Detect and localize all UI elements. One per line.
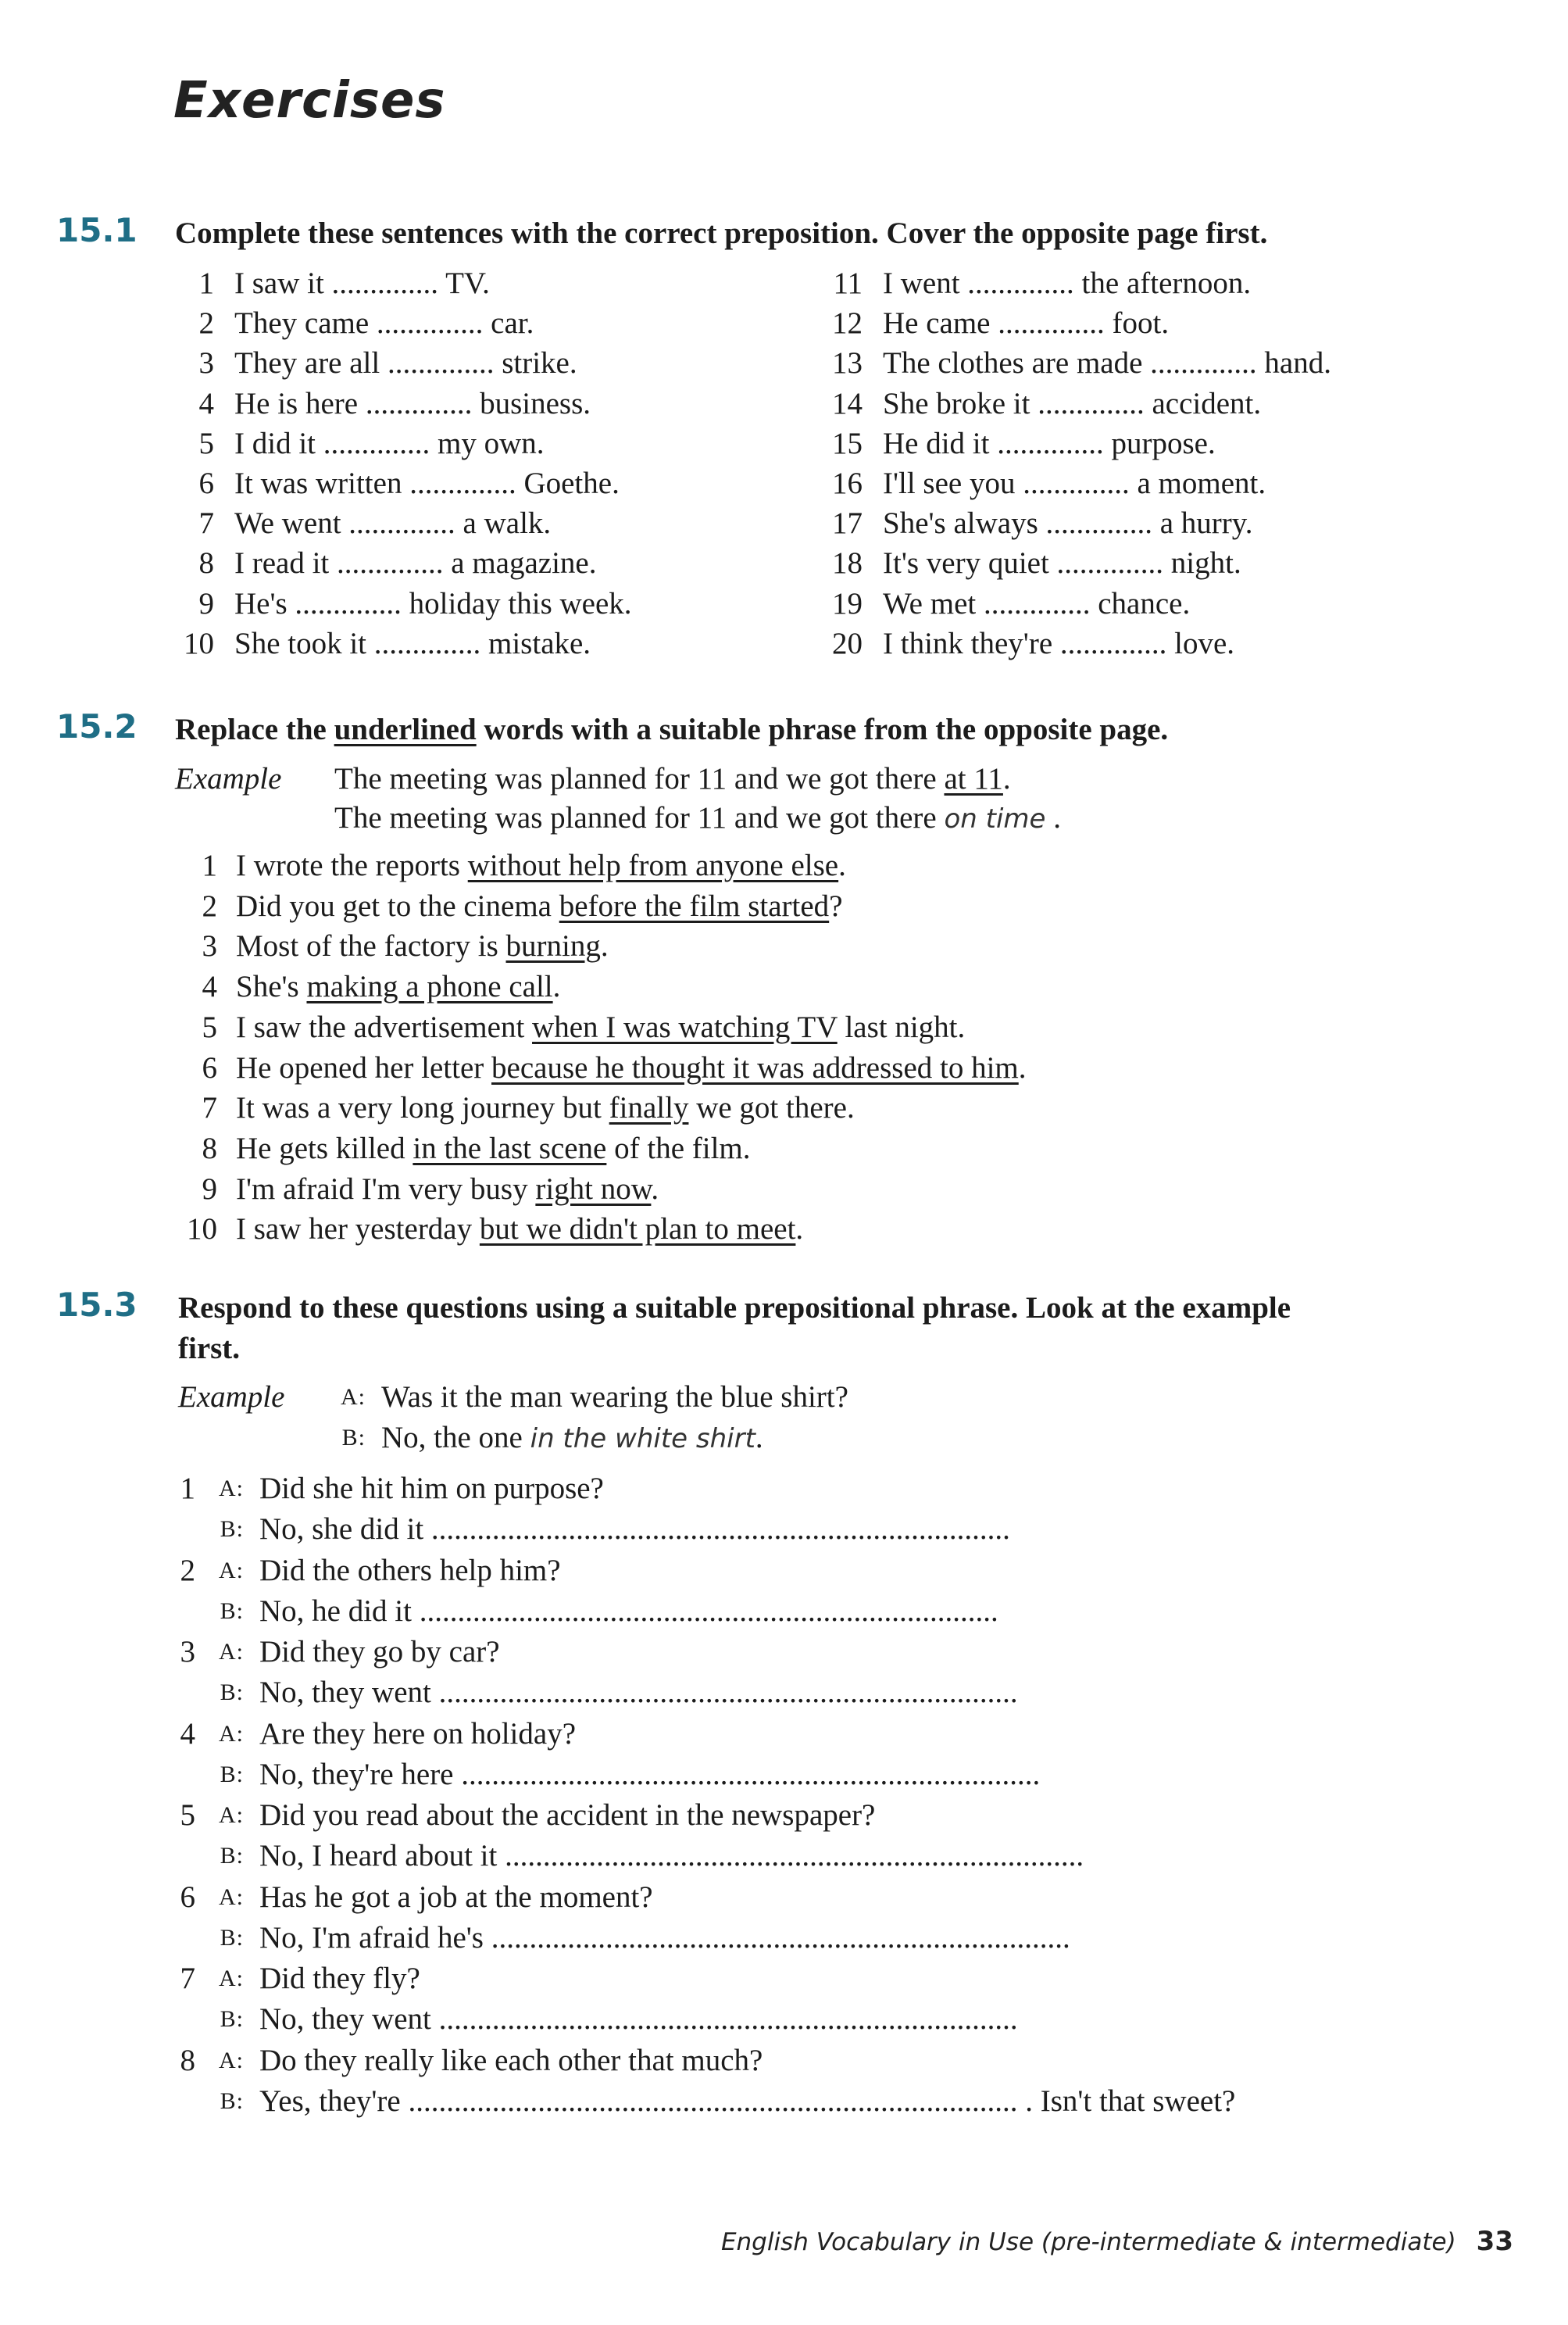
sentence: He is here .............. business. bbox=[234, 386, 591, 420]
underlined-words: in the last scene bbox=[413, 1131, 607, 1165]
sentence-text: I wrote the reports bbox=[236, 849, 468, 882]
exercise-instruction-15-3 bbox=[178, 1288, 1291, 1369]
item-number: 9 bbox=[202, 1171, 217, 1206]
item-number: 8 bbox=[198, 546, 214, 581]
speaker-a-label: A: bbox=[219, 2047, 244, 2073]
question: Did the others help him? bbox=[259, 1553, 561, 1587]
item-number: 6 bbox=[180, 1880, 195, 1914]
item-number: 19 bbox=[832, 586, 863, 621]
example-question: Was it the man wearing the blue shirt? bbox=[381, 1380, 848, 1414]
sentence: I'll see you .............. a moment. bbox=[883, 467, 1266, 500]
item-number: 16 bbox=[832, 467, 863, 500]
answer-line: No, they're here ............................................................................ bbox=[259, 1757, 1041, 1791]
example-sentence-2 bbox=[334, 799, 1061, 839]
item-number: 1 bbox=[198, 266, 214, 300]
speaker-a-label: A: bbox=[219, 1557, 244, 1583]
sentence-text: I saw her yesterday bbox=[236, 1212, 480, 1247]
speaker-b-label: B: bbox=[220, 2006, 244, 2032]
item-number: 8 bbox=[180, 2043, 195, 2077]
sentence: I think they're .............. love. bbox=[883, 626, 1235, 660]
sentence-text: Most of the factory is bbox=[236, 929, 506, 964]
example-text-end: . bbox=[1002, 762, 1011, 796]
sentence bbox=[236, 887, 843, 926]
sentence-text-end: we got there. bbox=[688, 1091, 855, 1125]
sentence-text: He opened her letter bbox=[236, 1050, 492, 1085]
example-text-end: . bbox=[1045, 801, 1061, 835]
item-number: 10 bbox=[184, 626, 214, 660]
exercise-number-15-1: 15.1 bbox=[56, 211, 138, 249]
item-number: 15 bbox=[832, 426, 863, 460]
item-number: 3 bbox=[180, 1635, 195, 1669]
item-number: 2 bbox=[198, 306, 214, 341]
sentence bbox=[236, 968, 560, 1007]
underlined-words: burning bbox=[505, 929, 601, 964]
speaker-a-label: A: bbox=[219, 1883, 244, 1910]
instruction-underlined: underlined bbox=[334, 713, 477, 746]
sentence-text: He gets killed bbox=[236, 1131, 413, 1165]
sentence-text-end: . bbox=[838, 849, 846, 882]
sentence-text-end: . bbox=[795, 1212, 804, 1247]
underlined-words: right now bbox=[535, 1171, 652, 1206]
sentence bbox=[236, 1210, 803, 1249]
instruction-line: first. bbox=[178, 1332, 241, 1365]
sentence: I went .............. the afternoon. bbox=[883, 266, 1252, 300]
speaker-b-label: B: bbox=[220, 2087, 244, 2114]
example-label: Example bbox=[178, 1380, 285, 1414]
speaker-b-label: B: bbox=[220, 1761, 244, 1787]
example-text-end: . bbox=[755, 1421, 763, 1454]
underlined-words: but we didn't plan to meet bbox=[479, 1212, 796, 1247]
item-number: 5 bbox=[202, 1010, 217, 1044]
sentence bbox=[236, 1008, 965, 1047]
item-number: 6 bbox=[202, 1050, 217, 1085]
sentence bbox=[236, 1129, 751, 1168]
item-number: 6 bbox=[198, 467, 214, 500]
answer-line: Yes, they're ................................................................................ . Isn't that sweet? bbox=[259, 2084, 1236, 2118]
example-text: The meeting was planned for 11 and we got there bbox=[334, 801, 945, 835]
item-number: 14 bbox=[832, 386, 863, 420]
exercise-instruction-15-2 bbox=[175, 710, 1168, 750]
example-text: The meeting was planned for 11 and we got there bbox=[334, 762, 945, 796]
sentence-text: I'm afraid I'm very busy bbox=[236, 1171, 536, 1206]
sentence bbox=[236, 846, 846, 885]
underlined-words: because he thought it was addressed to him bbox=[491, 1050, 1019, 1085]
underlined-words: finally bbox=[609, 1091, 689, 1125]
speaker-a-label: A: bbox=[341, 1384, 366, 1410]
sentence-text-end: . bbox=[651, 1171, 659, 1206]
speaker-a-label: A: bbox=[219, 1639, 244, 1665]
example-label: Example bbox=[175, 762, 282, 796]
sentence: I saw it .............. TV. bbox=[234, 266, 490, 300]
exercise-number-15-3: 15.3 bbox=[56, 1286, 138, 1324]
page-footer bbox=[721, 2226, 1513, 2257]
item-number: 18 bbox=[832, 546, 863, 581]
sentence-text-end: ? bbox=[829, 889, 843, 923]
question: Has he got a job at the moment? bbox=[259, 1880, 653, 1914]
sentence: They are all .............. strike. bbox=[234, 346, 577, 381]
speaker-b-label: B: bbox=[220, 1924, 244, 1951]
handwritten-answer: in the white shirt bbox=[530, 1423, 755, 1454]
item-number: 13 bbox=[832, 346, 863, 381]
answer-line: No, I heard about it ............................................................................ bbox=[259, 1839, 1084, 1873]
question: Are they here on holiday? bbox=[259, 1716, 577, 1751]
underlined-words: when I was watching TV bbox=[532, 1010, 838, 1044]
sentence: It's very quiet .............. night. bbox=[883, 546, 1241, 581]
answer-line: No, they went ............................................................................ bbox=[259, 2002, 1018, 2036]
sentence-text-end: . bbox=[600, 929, 609, 964]
underlined-words: making a phone call bbox=[306, 970, 553, 1004]
speaker-b-label: B: bbox=[220, 1516, 244, 1542]
question: Did she hit him on purpose? bbox=[259, 1472, 604, 1505]
sentence: She's always .............. a hurry. bbox=[883, 506, 1253, 541]
sentence: It was written .............. Goethe. bbox=[234, 467, 620, 500]
sentence: He did it .............. purpose. bbox=[883, 426, 1216, 460]
item-number: 1 bbox=[202, 849, 217, 882]
sentence bbox=[236, 927, 609, 966]
speaker-b-label: B: bbox=[341, 1425, 366, 1450]
item-number: 4 bbox=[202, 970, 217, 1004]
item-number: 11 bbox=[833, 266, 863, 300]
sentence: He's .............. holiday this week. bbox=[234, 586, 632, 621]
item-number: 7 bbox=[202, 1091, 217, 1125]
sentence bbox=[236, 1049, 1027, 1088]
sentence: She broke it .............. accident. bbox=[883, 386, 1262, 420]
sentence: We went .............. a walk. bbox=[234, 506, 552, 541]
instruction-text: Replace the bbox=[175, 713, 334, 746]
sentence: She took it .............. mistake. bbox=[234, 626, 591, 660]
answer-line: No, he did it ............................................................................ bbox=[259, 1594, 998, 1628]
speaker-a-label: A: bbox=[219, 1802, 244, 1828]
handwritten-answer: on time bbox=[944, 803, 1046, 835]
example-text: No, the one bbox=[381, 1421, 530, 1454]
sentence: We met .............. chance. bbox=[883, 586, 1191, 621]
page-number: 33 bbox=[1476, 2226, 1513, 2257]
item-number: 5 bbox=[180, 1798, 195, 1832]
speaker-b-label: B: bbox=[220, 1597, 244, 1624]
sentence: He came .............. foot. bbox=[883, 306, 1170, 341]
item-number: 1 bbox=[180, 1472, 195, 1505]
sentence bbox=[236, 1170, 659, 1209]
question: Did you read about the accident in the newspaper? bbox=[259, 1798, 876, 1832]
instruction-line: Respond to these questions using a suitable prepositional phrase. Look at the example bbox=[178, 1291, 1291, 1325]
example-answer bbox=[381, 1418, 763, 1458]
sentence-text: It was a very long journey but bbox=[236, 1091, 609, 1125]
item-number: 2 bbox=[202, 889, 217, 923]
item-number: 3 bbox=[198, 346, 214, 381]
question: Did they go by car? bbox=[259, 1635, 500, 1669]
answer-line: No, she did it ............................................................................ bbox=[259, 1512, 1010, 1546]
speaker-a-label: A: bbox=[219, 1720, 244, 1747]
underlined-words: without help from anyone else bbox=[467, 849, 839, 882]
item-number: 7 bbox=[180, 1962, 195, 1995]
example-underlined: at 11 bbox=[944, 762, 1003, 796]
speaker-b-label: B: bbox=[220, 1679, 244, 1705]
sentence: I did it .............. my own. bbox=[234, 426, 545, 460]
underlined-words: before the film started bbox=[559, 889, 830, 923]
item-number: 9 bbox=[198, 586, 214, 621]
item-number: 7 bbox=[198, 506, 214, 541]
book-title: English Vocabulary in Use (pre-intermediate & intermediate) bbox=[720, 2228, 1456, 2256]
sentence-text: She's bbox=[236, 970, 307, 1004]
example-sentence-1 bbox=[334, 760, 1011, 799]
sentence: The clothes are made .............. hand. bbox=[883, 346, 1331, 381]
answer-line: No, they went ............................................................................ bbox=[259, 1676, 1018, 1709]
question: Do they really like each other that much? bbox=[259, 2043, 763, 2077]
sentence-text-end: . bbox=[1018, 1050, 1027, 1085]
item-number: 8 bbox=[202, 1131, 217, 1165]
exercise-instruction-15-1: Complete these sentences with the correct preposition. Cover the opposite page first. bbox=[175, 216, 1268, 250]
item-number: 4 bbox=[198, 386, 214, 420]
speaker-a-label: A: bbox=[219, 1475, 244, 1501]
item-number: 20 bbox=[832, 626, 863, 660]
item-number: 12 bbox=[832, 306, 863, 341]
sentence-text-end: . bbox=[552, 970, 561, 1004]
item-number: 5 bbox=[198, 426, 214, 460]
item-number: 17 bbox=[832, 506, 863, 541]
exercise-number-15-2: 15.2 bbox=[56, 707, 138, 746]
question: Did they fly? bbox=[259, 1962, 420, 1995]
sentence: They came .............. car. bbox=[234, 306, 534, 341]
speaker-a-label: A: bbox=[219, 1966, 244, 1991]
item-number: 4 bbox=[180, 1716, 195, 1751]
sentence-text-end: of the film. bbox=[606, 1131, 751, 1165]
sentence-text: I saw the advertisement bbox=[236, 1010, 533, 1044]
instruction-text-end: words with a suitable phrase from the opposite page. bbox=[476, 713, 1169, 746]
sentence-text: Did you get to the cinema bbox=[236, 889, 559, 923]
sentence: I read it .............. a magazine. bbox=[234, 546, 597, 581]
answer-line: No, I'm afraid he's ............................................................................ bbox=[259, 1920, 1070, 1955]
sentence bbox=[236, 1089, 855, 1128]
item-number: 10 bbox=[187, 1212, 217, 1247]
speaker-b-label: B: bbox=[220, 1843, 244, 1869]
sentence-text-end: last night. bbox=[837, 1010, 966, 1044]
item-number: 3 bbox=[202, 929, 217, 964]
page-title: Exercises bbox=[173, 72, 446, 130]
item-number: 2 bbox=[180, 1553, 195, 1587]
